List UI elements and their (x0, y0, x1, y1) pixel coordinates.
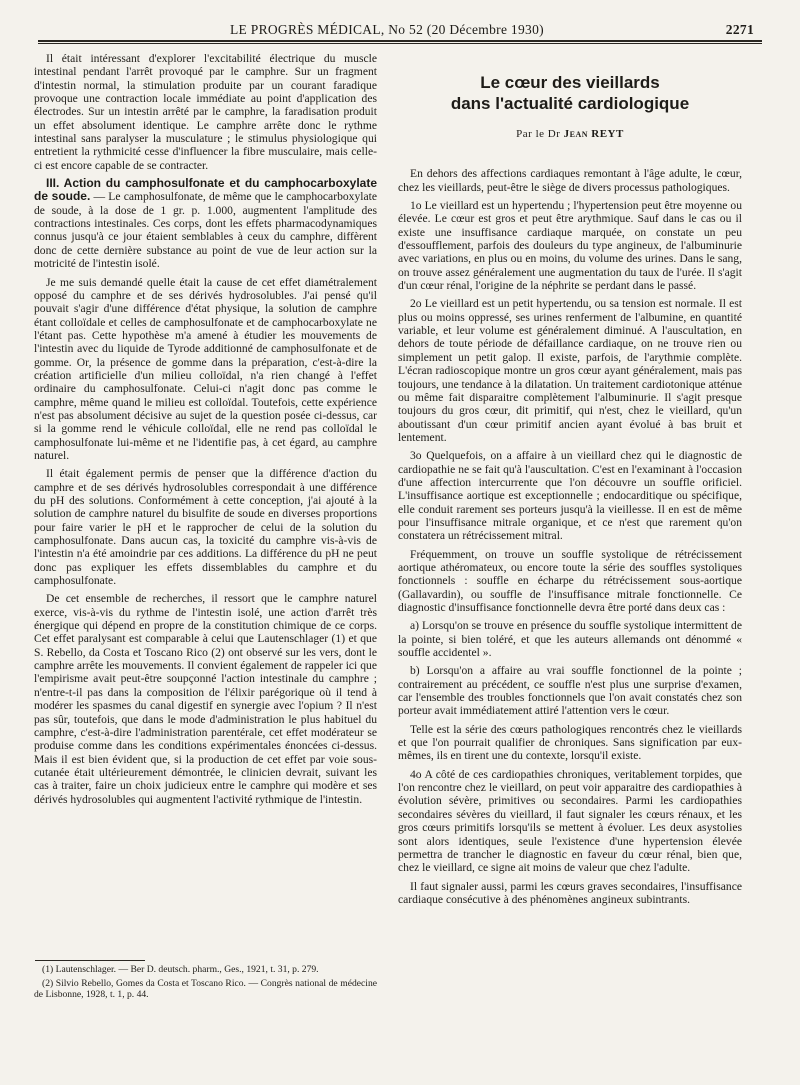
page-number: 2271 (725, 22, 754, 37)
paragraph: 4o A côté de ces cardiopathies chroniques, veritablement torpides, que l'on rencontre chez le vieillard, on peut voir apparaitre des cardiopathies à évolution sévère, primitives ou secondaires. Parmi les cardiopathies secondaires sévères du vieillard, il faut signaler les cœurs rénaux, et les gros cœurs primitifs lorsqu'ils se mettent à évoluer. Les deux asystolies sont alors identiques, seule l'existence d'une hypertension élevée permettra de trancher le diagnostic en faveur du cœur rénal, bien que, chez le vieillard, ce signe ait moins de valeur que chez l'adulte. (398, 767, 742, 875)
section-body: — Le camphosulfonate, de même que le camphocarboxylate de soude, à la dose de 1 gr. p. 1.000, augmentent l'amplitude des contractions intestinales. Ces corps, dont les effets pharmacodynamiques connus jusqu'à ce jour étaient semblables à ceux du camphre, diffèrent donc de cette dernière substance au point de vue de leur action sur la motricité de l'intestin isolé. (34, 190, 377, 271)
section-heading: III. Action du camphosulfonate et du camphocarboxylate de soude. (34, 176, 377, 204)
section-paragraph (34, 177, 377, 270)
paragraph: Il faut signaler aussi, parmi les cœurs graves secondaires, l'insuffisance cardiaque consécutive à des phénomènes angineux subintrants. (398, 879, 742, 906)
paragraph: 1o Le vieillard est un hypertendu ; l'hypertension peut être moyenne ou élevée. Le cœur est gros et peut être arythmique. Sauf dans le cas ou il existe une insuffisance cardiaque marquée, on constate un peu d'essoufflement, parfois des douleurs du type angineux, de l'albuminurie avec variations, en plus ou en moins, du volume des urines. Dans le sang, on trouve assez généralement une augmentation du taux de l'urée. Il s'agit d'un cœur rénal, l'origine de la néphrite se perdant dans le passé. (398, 199, 742, 293)
paragraph: Je me suis demandé quelle était la cause de cet effet diamétralement opposé du camphre et de ses dérivés hydrosolubles. J'ai pensé qu'il pouvait s'agir d'une différence d'état physique, la solution de camphre étant colloïdale et celles de camphosulfonate et de camphocarboxylate ne l'étant pas. Cette hypothèse m'a amené à étudier les mouvements de l'intestin avec du liquide de Tyrode additionné de camphosulfonate et de gomme. Or, la présence de gomme dans la préparation, c'est-à-dire la création artificielle d'un milieu colloïdal, n'a rien changé à l'effet ordinaire du camphosulfonate. Celui-ci n'agit donc pas comme le camphre, même quand le milieu est colloïdal. Toutefois, cette expérience n'est pas absolument décisive au sujet de la question posée ci-dessus, car si la gomme rend le véhicule colloïdal, elle ne rend pas colloïdal le camphosulfonate lui-même et ne l'identifie pas, à cet égard, au camphre naturel. (34, 275, 377, 462)
running-header (38, 20, 762, 40)
paragraph: a) Lorsqu'on se trouve en présence du souffle systolique intermittent de la pointe, si bien toléré, et que les auteurs allemands ont dénommé « souffle accidentel ». (398, 619, 742, 660)
paragraph: Il était également permis de penser que la différence d'action du camphre et de ses dérivés hydrosolubles correspondait à une différence du pH des solutions. Conformément à cette conception, j'ai ajouté à la solution de camphre naturel du bisulfite de soude en diverses proportions pour faire varier le pH et le rapprocher de celui de la solution du camphosulfonate. Dans aucun cas, la toxicité du camphre vis-à-vis de l'intestin n'a été amoindrie par ces additions. La différence du pH ne peut donc pas expliquer les effets dissemblables du camphre et du camphosulfonate. (34, 467, 377, 588)
journal-title: LE PROGRÈS MÉDICAL, No 52 (20 Décembre 1930) (230, 22, 544, 37)
paragraph: Telle est la série des cœurs pathologiques rencontrés chez le vieillards et que l'on pourrait qualifier de chroniques. Sans signification par eux-mêmes, ils en tirent une du contexte, lorsqu'il existe. (398, 722, 742, 763)
paragraph: De cet ensemble de recherches, il ressort que le camphre naturel exerce, vis-à-vis du rythme de l'intestin isolé, une action d'arrêt très énergique qui dépend en propre de la constitution chimique de ce corps. Cet effet paralysant est comparable à celui que Lautenschlager (1) et que S. Rebello, da Costa et Toscano Rico (2) ont observé sur les vers, dont le camphre arrête les mouvements. Il convient également de rappeler ici que l'empirisme avait peut-être soupçonné l'action intestinale du camphre ; n'entre-t-il pas dans la composition de l'élixir parégorique où il tend à modérer les spasmes du canal digestif en synergie avec l'opium ? Il n'est pas sûr, toutefois, que dans le mode d'administration le plus habituel du camphre, c'est-à-dire l'administration parentérale, cet effet modérateur se produise comme dans les conditions expérimentales énoncées ci-dessus. Mais il est bien évident que, si la production de cet effet par voie sous-cutanée était ultérieurement démontrée, le clinicien devrait, suivant les cas à traiter, faire un choix judicieux entre le camphre qui modère et ses dérivés hydrosolubles qui augmentent l'activité rythmique de l'intestin. (34, 592, 377, 806)
paragraph: b) Lorsqu'on a affaire au vrai souffle fonctionnel de la pointe ; contrairement au précédent, ce souffle n'est plus une surprise d'examen, car l'ensemble des troubles fonctionnels que l'on avait constatés chez son porteur avait immédiatement attiré l'attention vers le cœur. (398, 664, 742, 718)
footnote-rule (35, 960, 145, 961)
footnote: (1) Lautenschlager. — Ber D. deutsch. pharm., Ges., 1921, t. 31, p. 279. (42, 964, 319, 975)
paragraph: En dehors des affections cardiaques remontant à l'âge adulte, le cœur, chez les vieillards, peut-être le siège de divers processus pathologiques. (398, 167, 742, 194)
article-author (398, 128, 742, 141)
header-rule-thin (38, 43, 762, 44)
paragraph: Il était intéressant d'explorer l'excitabilité électrique du muscle intestinal pendant l'arrêt provoqué par le camphre. Sur un fragment d'intestin normal, la stimulation produite par un courant faradique provoque une contraction locale immédiate au point d'application des électrodes. Sur un intestin arrêté par le camphre, la faradisation produit un effet absolument identique. Le camphre arrête donc le rythme intestinal sans paralyser la musculature ; le stimulus physiologique qui entretient la rythmicité cesse d'influencer la fibre musculaire, mais celle-ci est encore capable de se contracter. (34, 52, 377, 172)
author-prefix: Par le Dr (516, 128, 564, 140)
header-rule (38, 40, 762, 42)
paragraph: 2o Le vieillard est un petit hypertendu, ou sa tension est normale. Il est plus ou moins oppressé, ses urines renferment de l'albumine, en quantité variable, et leur volume est généralement diminué. A l'auscultation, en dehors de toute période de défaillance cardiaque, on ne trouve rien ou simplement un petit galop. Il existe, parfois, de l'arythmie complète. L'écran radioscopique montre un gros cœur ayant généralement, mais pas toujours, une tendance à la dilatation. Un traitement cardiotonique atténue ou même fait disparaitre complètement l'albuminurie. Il s'agit presque toujours du gros cœur, dit primitif, qui n'est, chez le vieillard, qu'un aboutissant d'un cœur primitif ancien ayant évolué à bas bruit et lentement. (398, 297, 742, 444)
article-title-line: dans l'actualité cardiologique (450, 94, 690, 113)
footnotes (34, 964, 377, 1003)
article-title (398, 72, 742, 114)
author-name: Jean REYT (563, 128, 624, 140)
right-column (398, 52, 742, 911)
paragraph: 3o Quelquefois, on a affaire à un vieillard chez qui le diagnostic de cardiopathie ne se fait qu'à l'auscultation. C'est en l'examinant à l'occasion d'une affection intercurrente que l'on découvre un souffle orificiel. L'insuffisance aortique est exceptionnelle ; endocarditique ou spécifique, elle conduit rarement ses porteurs jusqu'à la vieillesse. Il en est de même pour l'insuffisance mitrale organique, et ce n'est que rarement qu'on constatera un rétrécissement mitral. (398, 449, 742, 543)
footnote: (2) Silvio Rebello, Gomes da Costa et Toscano Rico. — Congrès national de médecine de Lisbonne, 1928, t. 1, p. 44. (34, 977, 377, 1000)
article-title-line: Le cœur des vieillards (480, 73, 660, 92)
paragraph: Fréquemment, on trouve un souffle systolique de rétrécissement aortique athéromateux, ou encore toute la série des souffles systoliques fonctionnels : souffle en écharpe du rétrécissement sous-aortique (Gallavardin), ou souffle de l'insuffisance mitrale fonctionnelle. Ce diagnostic d'insuffisance fonctionnelle devra être porté dans deux cas : (398, 547, 742, 614)
left-column (34, 52, 377, 811)
